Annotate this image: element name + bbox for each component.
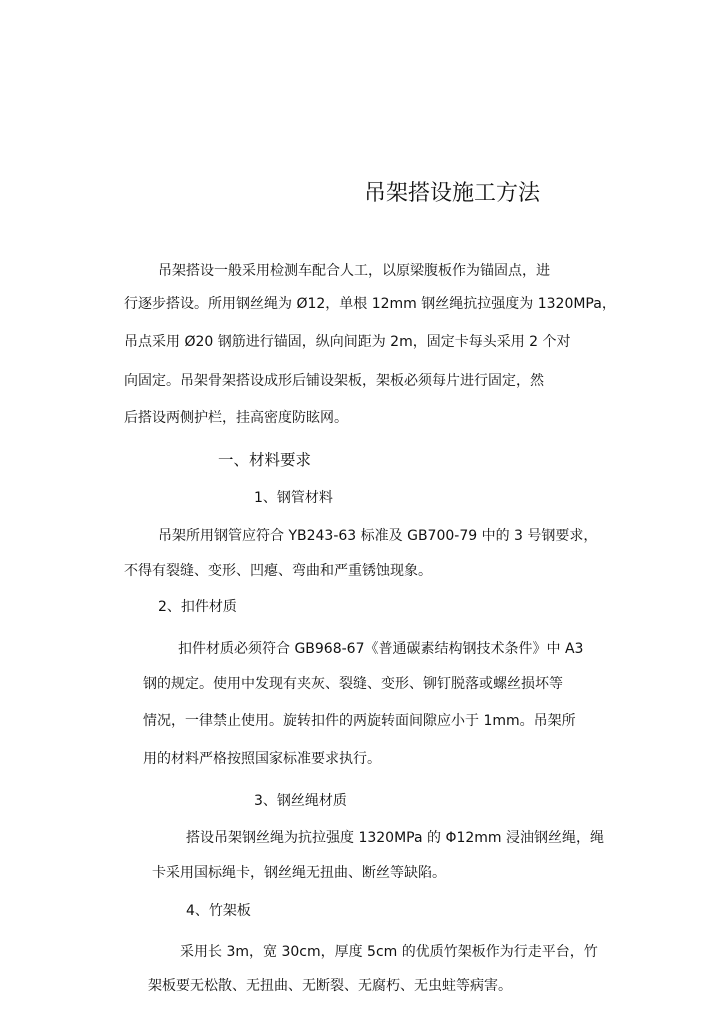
fastener-line-2: 钢的规定。使用中发现有夹灰、裂缝、变形、铆钉脱落或螺丝损坏等	[143, 676, 563, 692]
page-title: 吊架搭设施工方法	[364, 181, 541, 206]
fastener-line-3: 情况，一律禁止使用。旋转扣件的两旋转面间隙应小于 1mm。吊架所	[143, 713, 576, 729]
subheading-steel-pipe: 1、钢管材料	[254, 490, 333, 506]
steel-pipe-line-2: 不得有裂缝、变形、凹瘪、弯曲和严重锈蚀现象。	[124, 563, 432, 579]
subheading-wire-rope: 3、钢丝绳材质	[254, 793, 347, 809]
wire-rope-line-2: 卡采用国标绳卡，钢丝绳无扭曲、断丝等缺陷。	[152, 865, 446, 881]
fastener-line-1: 扣件材质必须符合 GB968-67《普通碳素结构钢技术条件》中 A3	[178, 641, 584, 657]
intro-line-1: 吊架搭设一般采用检测车配合人工，以原梁腹板作为锚固点，进	[158, 263, 550, 279]
intro-line-5: 后搭设两侧护栏，挂高密度防眩网。	[124, 410, 348, 426]
intro-line-2: 行逐步搭设。所用钢丝绳为 Ø12，单根 12mm 钢丝绳抗拉强度为 1320MPa，	[124, 296, 616, 312]
subheading-fastener: 2、扣件材质	[158, 599, 237, 615]
section-heading-materials: 一、材料要求	[218, 451, 312, 469]
bamboo-board-line-1: 采用长 3m，宽 30cm，厚度 5cm 的优质竹架板作为行走平台，竹	[180, 944, 598, 960]
intro-line-4: 向固定。吊架骨架搭设成形后铺设架板，架板必须每片进行固定，然	[124, 373, 544, 389]
wire-rope-line-1: 搭设吊架钢丝绳为抗拉强度 1320MPa 的 Φ12mm 浸油钢丝绳，绳	[186, 830, 605, 846]
bamboo-board-line-2: 架板要无松散、无扭曲、无断裂、无腐朽、无虫蛀等病害。	[148, 978, 512, 994]
fastener-line-4: 用的材料严格按照国家标准要求执行。	[143, 751, 381, 767]
steel-pipe-line-1: 吊架所用钢管应符合 YB243-63 标准及 GB700-79 中的 3 号钢要求，	[158, 528, 598, 544]
intro-line-3: 吊点采用 Ø20 钢筋进行锚固，纵向间距为 2m，固定卡每头采用 2 个对	[124, 334, 571, 350]
subheading-bamboo-board: 4、竹架板	[186, 903, 251, 919]
